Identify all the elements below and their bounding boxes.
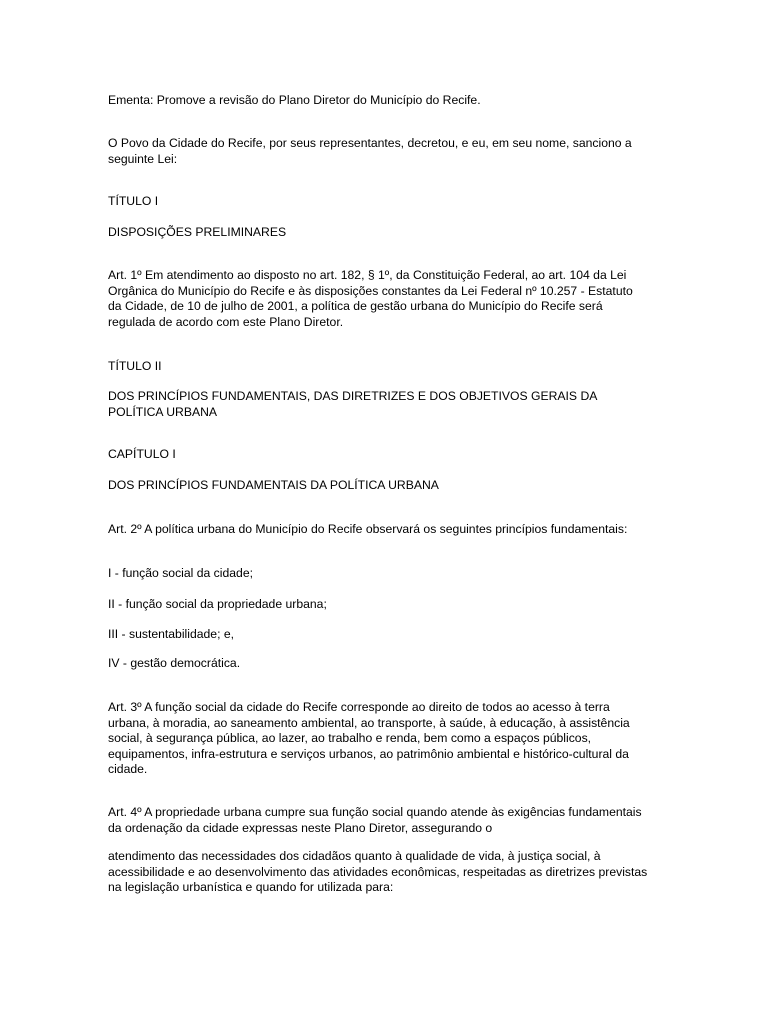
capitulo-i-heading: CAPÍTULO I xyxy=(108,447,176,461)
titulo-ii-heading: TÍTULO II xyxy=(108,359,162,373)
art-1-paragraph: Art. 1º Em atendimento ao disposto no art. 182, § 1º, da Constituição Federal, ao art. 104 da Lei Orgânica do Município do Recife e às disposições constantes da Lei Federal nº 10.257 - Estatuto da Cidade, de 10 de julho de 2001, a política de gestão urbana do Município do Recife será regulada de acordo com este Plano Diretor. xyxy=(108,268,633,329)
art-4-continuation: atendimento das necessidades dos cidadãos quanto à qualidade de vida, à justiça social, à acessibilidade e ao desenvolvimento das atividades econômicas, respeitadas as diretrizes previstas na legislação urbanística e quando for utilizada para: xyxy=(108,849,648,894)
list-item-iii: III - sustentabilidade; e, xyxy=(108,627,235,641)
art-2-paragraph: Art. 2º A política urbana do Município do Recife observará os seguintes princípios fundamentais: xyxy=(108,522,628,536)
list-item-iv: IV - gestão democrática. xyxy=(108,656,241,670)
art-3-paragraph: Art. 3º A função social da cidade do Recife corresponde ao direito de todos ao acesso à terra urbana, à moradia, ao saneamento ambiental, ao transporte, à saúde, à educação, à assistência social, à segurança pública, ao lazer, ao trabalho e renda, bem como a espaços públicos, equipamentos, infra-estrutura e serviços urbanos, ao patrimônio ambiental e histórico-cultural da cidade. xyxy=(108,700,630,776)
art-4-paragraph: Art. 4º A propriedade urbana cumpre sua função social quando atende às exigências fundamentais da ordenação da cidade expressas neste Plano Diretor, assegurando o xyxy=(108,805,642,835)
ementa-paragraph: Ementa: Promove a revisão do Plano Diretor do Município do Recife. xyxy=(108,93,481,107)
disposicoes-heading: DISPOSIÇÕES PRELIMINARES xyxy=(108,225,287,239)
titulo-i-heading: TÍTULO I xyxy=(108,194,159,208)
list-item-ii: II - função social da propriedade urbana; xyxy=(108,597,327,611)
principios-heading: DOS PRINCÍPIOS FUNDAMENTAIS, DAS DIRETRIZES E DOS OBJETIVOS GERAIS DA POLÍTICA URBANA xyxy=(108,389,597,419)
capitulo-i-title: DOS PRINCÍPIOS FUNDAMENTAIS DA POLÍTICA URBANA xyxy=(108,478,439,492)
preamble-paragraph: O Povo da Cidade do Recife, por seus representantes, decretou, e eu, em seu nome, sanciono a seguinte Lei: xyxy=(108,136,632,166)
list-item-i: I - função social da cidade; xyxy=(108,566,253,580)
